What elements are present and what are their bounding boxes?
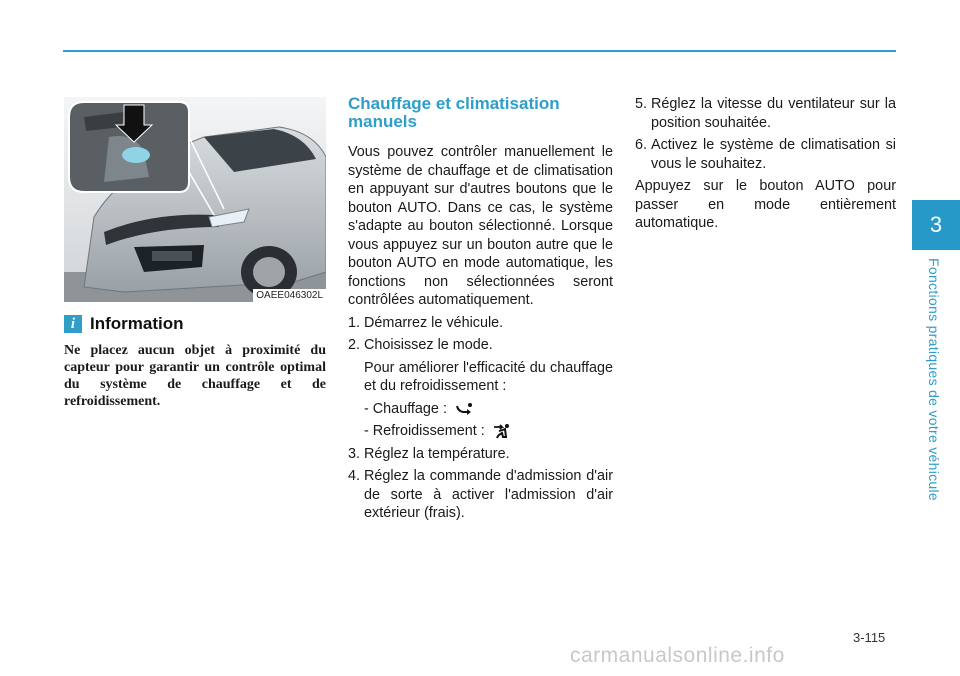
left-column — [64, 97, 326, 410]
page-number: 3-115 — [853, 630, 886, 645]
step-2: 2. Choisissez le mode. — [348, 337, 493, 353]
step-6: 6. Activez le système de climatisation si vous le souhaitez. — [635, 137, 896, 172]
outro-paragraph: Appuyez sur le bouton AUTO pour passer en mode entièrement automatique. — [635, 178, 896, 231]
right-column — [635, 95, 896, 237]
info-icon: i — [64, 315, 82, 333]
middle-column — [348, 95, 613, 527]
info-title: Information — [90, 314, 184, 333]
cooling-mode — [348, 422, 613, 441]
heating-mode — [348, 400, 613, 419]
chapter-tab[interactable] — [912, 200, 960, 250]
chapter-number: 3 — [929, 212, 943, 237]
step-2-detail: Pour améliorer l'efficacité du chauffage et du refroidissement : — [364, 359, 613, 394]
step-1: 1. Démarrez le véhicule. — [348, 314, 504, 331]
side-title: Fonctions pratiques de votre véhicule — [926, 258, 942, 502]
info-body: Ne placez aucun objet à proximité du capteur pour garantir un contrôle optimal du système de chauffage et de refroidissement. — [64, 343, 326, 409]
figure-code: OAEE046302L — [253, 289, 326, 302]
watermark: carmanualsonline.info — [570, 644, 785, 667]
face-mode-icon — [493, 423, 511, 439]
floor-mode-icon — [455, 402, 473, 416]
heating-label: - Chauffage : — [364, 400, 447, 417]
info-header — [64, 314, 326, 334]
car-illustration — [64, 97, 326, 302]
top-rule — [63, 50, 896, 52]
cooling-label: - Refroidissement : — [364, 423, 485, 439]
step-5: 5. Réglez la vitesse du ventilateur sur la position souhaitée. — [635, 96, 896, 131]
intro-paragraph: Vous pouvez contrôler manuellement le système de chauffage et de climatisation en appuyant sur d'autres boutons que le bouton AUTO. Dans ce cas, le système s'adapte au bouton sélectionné. Lorsque vous appuyez sur un bouton autre que le bouton AUTO en mode automatique, les fonctions non sélectionnées seront contrôlées automatiquement. — [348, 144, 613, 308]
step-4: 4. Réglez la commande d'admission d'air de sorte à activer l'admission d'air extérieur (frais). — [348, 468, 613, 521]
step-3: 3. Réglez la température. — [348, 445, 510, 462]
car-sensor-figure — [64, 97, 326, 302]
section-title: Chauffage et climatisation manuels — [348, 94, 560, 131]
